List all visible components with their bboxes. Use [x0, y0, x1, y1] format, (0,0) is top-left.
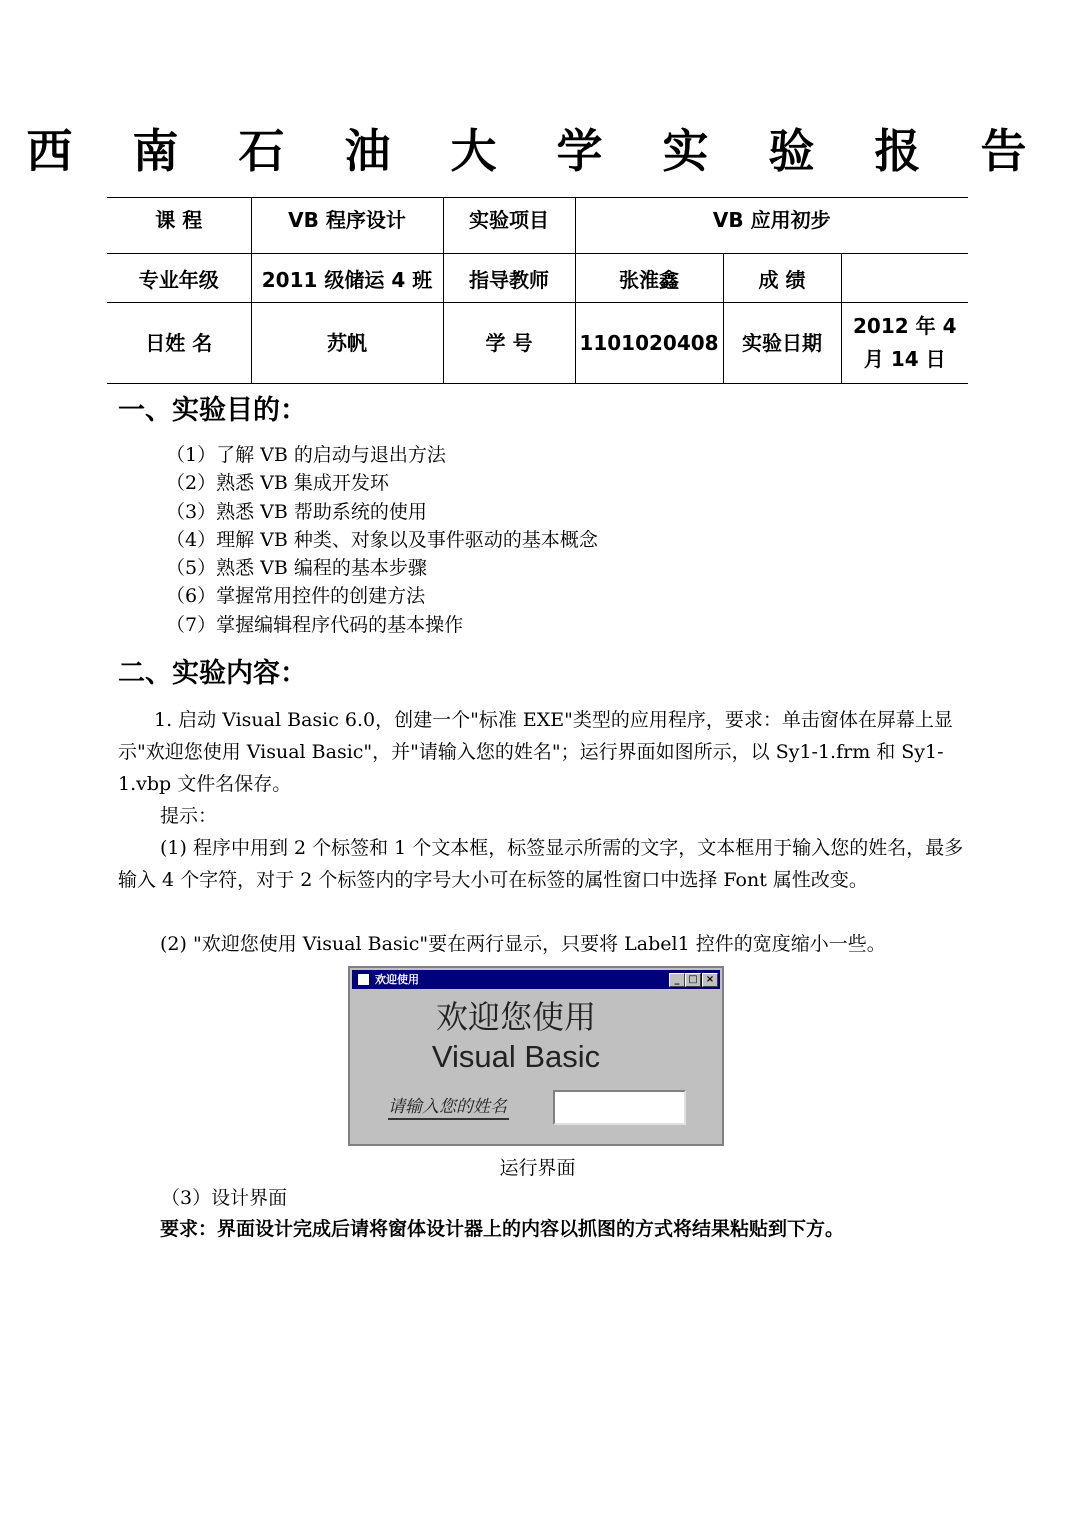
list-item: （3）熟悉 VB 帮助系统的使用 [166, 500, 427, 523]
list-item: （7）掌握编辑程序代码的基本操作 [166, 613, 464, 636]
window-titlebar [352, 970, 720, 989]
name-label: 日姓 名 [107, 303, 251, 384]
date-label: 实验日期 [723, 303, 841, 384]
welcome-label-line2: Visual Basic [431, 1039, 601, 1074]
list-item: （1）了解 VB 的启动与退出方法 [166, 444, 446, 466]
grade-value [841, 254, 968, 303]
hint-1-paragraph: (1) 程序中用到 2 个标签和 1 个文本框，标签显示所需的文字，文本框用于输入您的姓名，最多输入 4 个字符，对于 2 个标签内的字号大小可在标签的属性窗口中选择 Font 属性改变。 [118, 837, 964, 891]
list-item: （2）熟悉 VB 集成开发环 [166, 472, 389, 495]
task-1-paragraph: 1. 启动 Visual Basic 6.0，创建一个"标准 EXE"类型的应用程序，要求：单击窗体在屏幕上显示"欢迎您使用 Visual Basic"，并"请输入您的姓名"；运行界面如图所示，以 Sy1-1.frm 和 Sy1-1.vbp 文件名保存。 [118, 709, 953, 795]
minimize-icon: _ [669, 973, 685, 987]
list-item: （5）熟悉 VB 编程的基本步骤 [166, 557, 427, 580]
welcome-label-line1: 欢迎您使用 [435, 998, 596, 1036]
hint-2-paragraph: (2) "欢迎您使用 Visual Basic"要在两行显示，只要将 Label1 控件的宽度缩小一些。 [160, 933, 886, 955]
name-value: 苏帆 [251, 303, 443, 384]
vb-run-window-figure [348, 966, 724, 1146]
requirement-text: 要求：界面设计完成后请将窗体设计器上的内容以抓图的方式将结果粘贴到下方。 [160, 1218, 845, 1240]
teacher-label: 指导教师 [443, 254, 575, 303]
section-heading-content: 二、实验内容： [118, 658, 307, 689]
purpose-list [166, 441, 598, 639]
close-icon: × [702, 973, 718, 987]
app-icon [358, 974, 369, 985]
window-title: 欢迎使用 [375, 973, 419, 986]
major-label: 专业年级 [107, 254, 251, 303]
name-textbox [553, 1090, 686, 1125]
page-title: 西 南 石 油 大 学 实 验 报 告 [26, 124, 1049, 178]
figure-caption: 运行界面 [499, 1157, 576, 1179]
list-item: （4）理解 VB 种类、对象以及事件驱动的基本概念 [166, 528, 598, 551]
major-value: 2011 级储运 4 班 [251, 254, 443, 303]
date-value-line1: 2012 年 4 [853, 314, 957, 338]
teacher-value: 张淮鑫 [575, 254, 723, 303]
date-value-line2: 月 14 日 [863, 347, 946, 371]
grade-label: 成 绩 [723, 254, 841, 303]
list-item: （6）掌握常用控件的创建方法 [166, 585, 426, 608]
project-value: VB 应用初步 [575, 198, 968, 254]
student-id-value: 1101020408 [575, 303, 723, 384]
course-value: VB 程序设计 [251, 198, 443, 254]
student-id-label: 学 号 [443, 303, 575, 384]
name-prompt-label: 请输入您的姓名 [388, 1096, 509, 1120]
course-label: 课 程 [107, 198, 251, 254]
maximize-icon: □ [685, 973, 701, 987]
design-item: （3）设计界面 [161, 1187, 288, 1209]
report-info-table [107, 197, 968, 384]
hint-label: 提示： [160, 805, 218, 827]
project-label: 实验项目 [443, 198, 575, 254]
section-heading-purpose: 一、实验目的： [118, 395, 307, 426]
date-value [841, 303, 968, 384]
